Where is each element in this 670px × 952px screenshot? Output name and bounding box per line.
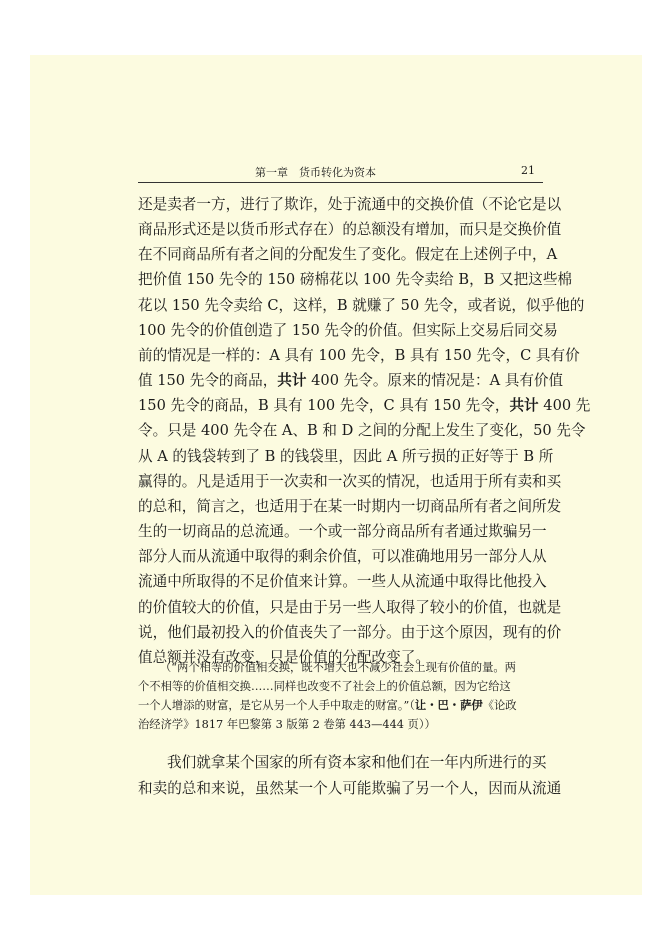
text-line: 令。只是 400 先令在 A、B 和 D 之间的分配上发生了变化，50 先令 — [138, 422, 586, 440]
text-line: 的价值较大的价值，只是由于另一些人取得了较小的价值，也就是 — [138, 598, 562, 616]
text-line: 赢得的。凡是适用于一次卖和一次买的情况，也适用于所有卖和买 — [138, 472, 562, 490]
text-segment: 400 先 — [538, 397, 591, 415]
emphasis-total: 共计 — [277, 372, 307, 390]
text-line — [138, 368, 564, 393]
footnote — [138, 658, 543, 734]
author-name: 让・巴・萨伊 — [414, 698, 483, 712]
text-line: 部分人而从流通中取得的剩余价值，可以准确地用另一部分人从 — [138, 548, 547, 566]
text-line: 值总额并没有改变，只是价值的分配改变了。 — [138, 648, 430, 666]
text-line: 和卖的总和来说，虽然某一个人可能欺骗了另一个人，因而从流通 — [138, 779, 562, 797]
running-header — [138, 162, 543, 183]
text-line: 前的情况是一样的：A 具有 100 先令，B 具有 150 先令，C 具有价 — [138, 346, 580, 364]
text-line: 100 先令的价值创造了 150 先令的价值。但实际上交易后同交易 — [138, 321, 558, 339]
text-line: 我们就拿某个国家的所有资本家和他们在一年内所进行的买 — [167, 754, 547, 771]
main-paragraph — [138, 192, 591, 670]
text-line: 流通中所取得的不足价值来计算。一些人从流通中取得比他投入 — [138, 573, 547, 591]
footnote-line: 个不相等的价值相交换……同样也改变不了社会上的价值总额，因为它给这 — [138, 680, 511, 693]
page-number: 21 — [521, 164, 535, 177]
text-segment: 150 先令的商品，B 具有 100 先令，C 具有 150 先令， — [138, 397, 510, 415]
second-paragraph — [138, 750, 562, 801]
text-line: 还是卖者一方，进行了欺诈，处于流通中的交换价值（不论它是以 — [138, 196, 562, 213]
chapter-title: 第一章 货币转化为资本 — [255, 166, 376, 179]
emphasis-total: 共计 — [509, 397, 539, 415]
text-line: 的总和，简言之，也适用于在某一时期内一切商品所有者之间所发 — [138, 497, 562, 515]
footnote-line: 治经济学》1817 年巴黎第 3 版第 2 卷第 443—444 页）） — [138, 718, 436, 731]
footnote-line: （“两个相等的价值相交换，既不增大也不减少社会上现有价值的量。两 — [160, 661, 516, 674]
text-line: 从 A 的钱袋转到了 B 的钱袋里，因此 A 所亏损的正好等于 B 所 — [138, 447, 554, 465]
text-line: 说，他们最初投入的价值丧失了一部分。由于这个原因，现有的价 — [138, 623, 562, 641]
text-segment: 400 先令。原来的情况是：A 具有价值 — [306, 372, 564, 390]
text-line: 把价值 150 先令的 150 磅棉花以 100 先令卖给 B，B 又把这些棉 — [138, 271, 573, 289]
text-line — [138, 393, 591, 418]
text-segment: 《论政 — [482, 699, 517, 712]
text-line: 生的一切商品的总流通。一个或一部分商品所有者通过欺骗另一 — [138, 523, 547, 541]
text-line: 在不同商品所有者之间的分配发生了变化。假定在上述例子中，A — [138, 246, 558, 264]
text-line: 商品形式还是以货币形式存在）的总额没有增加，而只是交换价值 — [138, 221, 562, 239]
text-segment: 一个人增添的财富，是它从另一个人手中取走的财富。”（ — [138, 699, 415, 712]
text-line: 花以 150 先令卖给 C，这样，B 就赚了 50 先令，或者说，似乎他的 — [138, 296, 585, 314]
text-segment: 值 150 先令的商品， — [138, 372, 278, 390]
footnote-line — [138, 696, 543, 715]
